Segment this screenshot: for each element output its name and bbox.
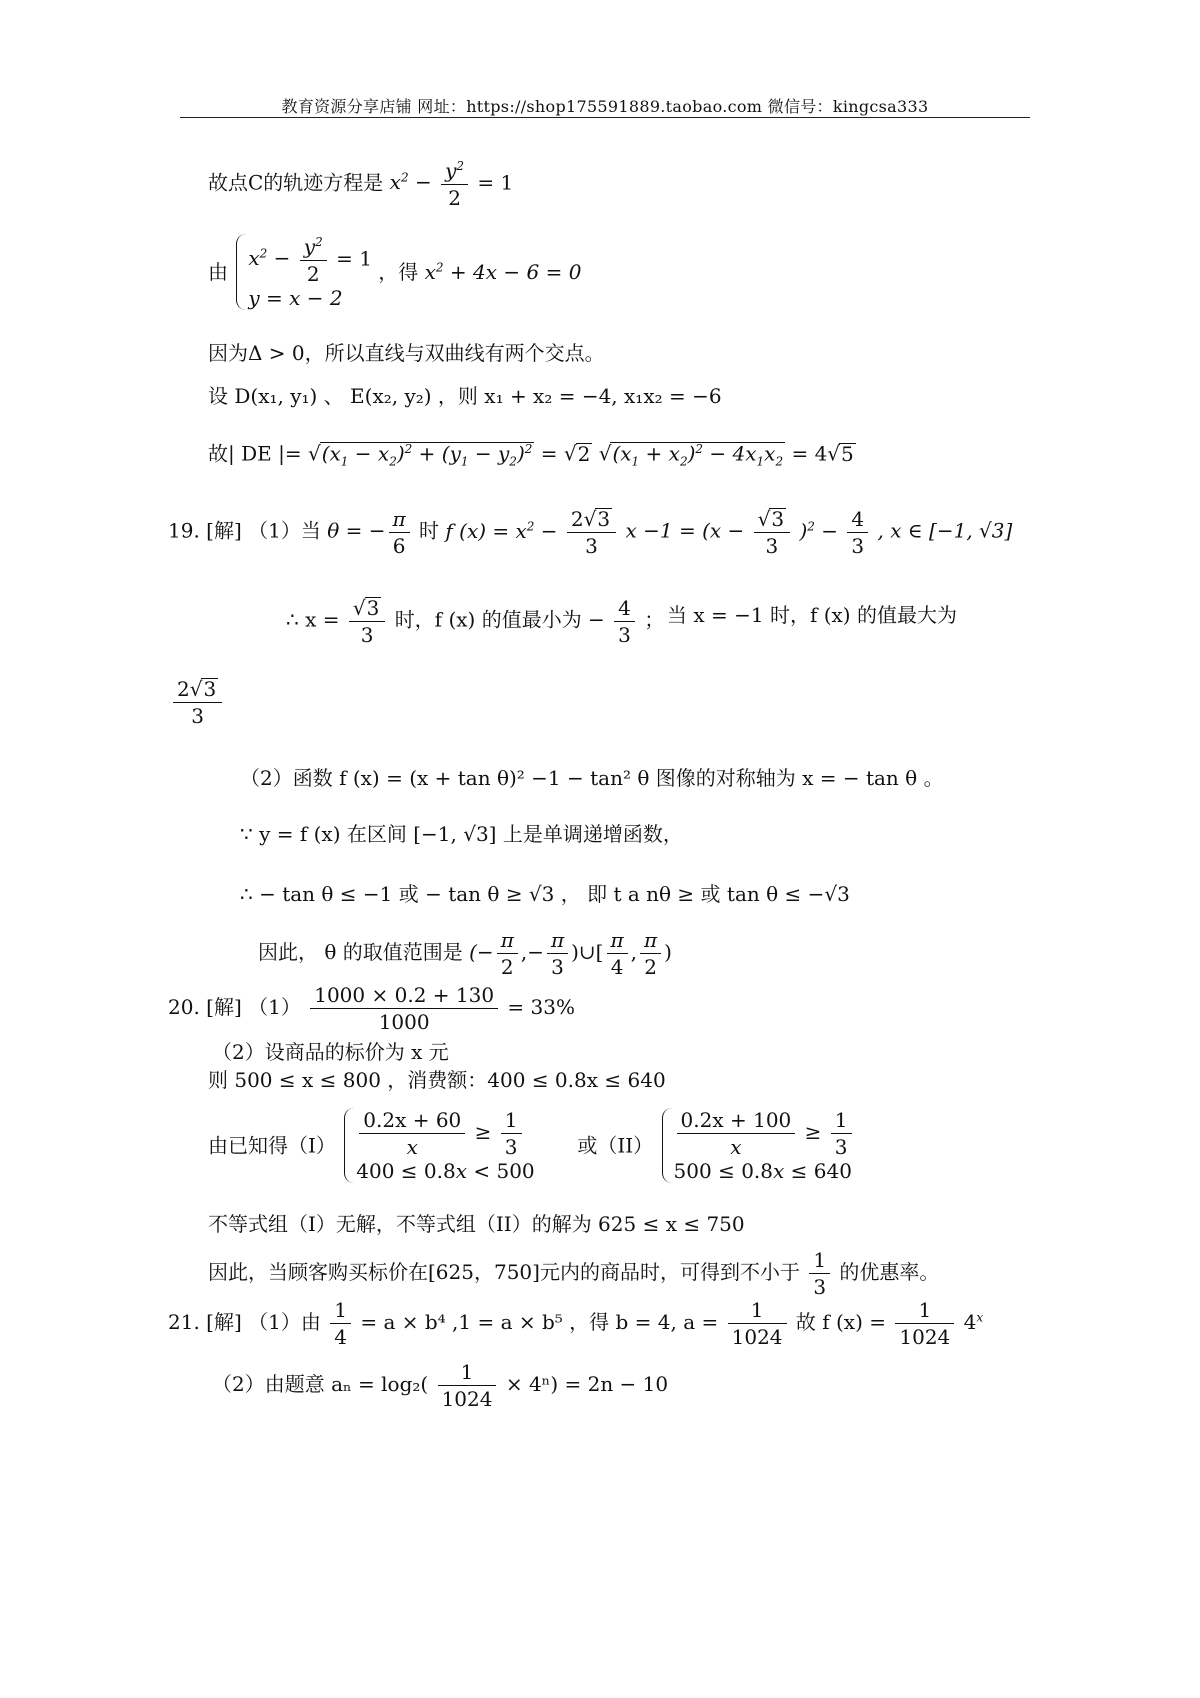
- q19-max-value: $\frac{2√3}{3}$: [170, 678, 225, 726]
- q20-range-line: 则 500 ≤ x ≤ 800 ，消费额：400 ≤ 0.8x ≤ 640: [208, 1068, 666, 1092]
- q19-min-line: ∴ x = $\frac{√3}{3}$ 时，f (x) 的值最小为 − $\frac{4}{3}$ ；: [286, 595, 665, 647]
- discriminant-line: 因为Δ > 0，所以直线与双曲线有两个交点。: [208, 341, 605, 365]
- q19-monotone-line: ∵ y = f (x) 在区间 [−1, √3] 上是单调递增函数，: [240, 822, 683, 846]
- q20-solution-line: 不等式组（I）无解，不等式组（II）的解为 625 ≤ x ≤ 750: [208, 1212, 745, 1236]
- q19-condition-line: ∴ − tan θ ≤ −1 或 − tan θ ≥ √3 ， 即 t a nθ ≥ 或 tan θ ≤ −√3: [240, 882, 850, 906]
- locus-equation-line: 故点C的轨迹方程是 $x^2$ − $\frac{y^2}{2}$ = 1: [208, 158, 514, 210]
- q21-part1-text: = a × b⁴ ,1 = a × b⁵ ，得 b = 4, a =: [360, 1310, 719, 1334]
- q19-min-text: 时，f (x) 的值最小为 −: [394, 607, 605, 632]
- system-connector: ，得: [378, 259, 419, 284]
- q19-when: （1）当: [248, 518, 321, 543]
- q20-system2-prefix: 或（II）: [577, 1133, 654, 1158]
- q19-label: 19. [解]: [168, 518, 242, 543]
- header-rule: [180, 117, 1030, 118]
- system-prefix: 由: [208, 259, 228, 284]
- distance-prefix: 故| DE |=: [208, 441, 302, 466]
- equation-system: $x^2$ − $\frac{y^2}{2}$ = 1 y = x − 2: [234, 232, 372, 312]
- q19-min-prefix: ∴ x =: [286, 607, 340, 632]
- fraction: $\frac{y^2}{2}$: [441, 160, 468, 208]
- distance-line: 故| DE |= $√(x_1 - x_2)^2 + (y_1 - y_2)^2 = √2$ $√(x_1 + x_2)^2 - 4x_1x_2 = 4√5$: [208, 441, 854, 469]
- q20-part1-result: = 33%: [507, 995, 575, 1019]
- q19-range-line: 因此， θ 的取值范围是 (− $\frac{\pi}{2}$ ,− $\frac{\pi}{3}$ )∪[ $\frac{\pi}{4}$ , $\frac{\pi}{2}$ ): [258, 928, 672, 979]
- q20-systems-line: [208, 1106, 855, 1185]
- q21-part2-line: （2）由题意 aₙ = log₂( $\frac{1}{1024}$ × 4ⁿ) = 2n − 10: [212, 1360, 669, 1411]
- q20-system1-prefix: 由已知得（I）: [208, 1133, 336, 1158]
- q20-system-1: $\frac{0.2x + 60}{x}$ ≥ $\frac{1}{3}$ 400 ≤ 0.8x < 500: [342, 1106, 534, 1185]
- q20-conclusion-suffix: 的优惠率。: [839, 1260, 940, 1284]
- q20-label: 20. [解]: [168, 995, 242, 1019]
- system-line: 由 $x^2$ − $\frac{y^2}{2}$ = 1 y = x − 2 ，得 $x^2 + 4x - 6 = 0$: [208, 232, 581, 312]
- q20-conclusion-line: 因此，当顾客购买标价在[625，750]元内的商品时，可得到不小于 $\frac{1}{3}$ 的优惠率。: [208, 1248, 940, 1299]
- q21-label: 21. [解]: [168, 1310, 242, 1334]
- locus-text: 故点C的轨迹方程是: [208, 170, 384, 195]
- q21-part1-function: 故 f (x) =: [795, 1310, 887, 1334]
- q19-part1-line: 19. [解] （1）当 θ = − $\frac{\pi}{6}$ 时 f $(x) = x^2$ − $\frac{2√3}{3}$ x −1 = (x − $\frac{√3}{3}$ )$^2$ − $\frac{4}{3}$ , x ∈ [−1, √3]: [168, 506, 1013, 558]
- q19-min-end: ；: [644, 607, 665, 632]
- q21-part1-prefix: （1）由: [248, 1310, 321, 1334]
- q19-range-prefix: 因此， θ 的取值范围是: [258, 940, 463, 964]
- q19-max-line: 当 x = −1 时，f (x) 的值最大为: [667, 603, 957, 627]
- q21-part2-prefix: （2）由题意 aₙ = log₂(: [212, 1372, 429, 1396]
- q20-part1-prefix: （1）: [248, 995, 301, 1019]
- q21-part2-result: × 4ⁿ) = 2n − 10: [505, 1372, 669, 1396]
- q20-part1-line: 20. [解] （1） $\frac{1000 \times 0.2 + 130}{1000}$ = 33%: [168, 983, 575, 1034]
- q19-part2-line: （2）函数 f (x) = (x + tan θ)² −1 − tan² θ 图像的对称轴为 x = − tan θ 。: [240, 766, 944, 790]
- q21-part1-line: 21. [解] （1）由 $\frac{1}{4}$ = a × b⁴ ,1 = a × b⁵ ，得 b = 4, a = $\frac{1}{1024}$ 故 f (x) = $\frac{1}{1024}$ 4$^x$: [168, 1298, 984, 1349]
- q20-system-2: $\frac{0.2x + 100}{x}$ ≥ $\frac{1}{3}$ 500 ≤ 0.8x ≤ 640: [660, 1106, 855, 1185]
- q20-conclusion-prefix: 因此，当顾客购买标价在[625，750]元内的商品时，可得到不小于: [208, 1260, 800, 1284]
- page-header: 教育资源分享店铺 网址：https://shop175591889.taobao.com 微信号：kingcsa333: [281, 97, 929, 116]
- q20-part2-line: （2）设商品的标价为 x 元: [212, 1040, 449, 1064]
- q19-time: 时: [419, 518, 440, 543]
- intersection-points-line: 设 D(x₁, y₁) 、 E(x₂, y₂) ，则 x₁ + x₂ = −4, x₁x₂ = −6: [208, 384, 722, 408]
